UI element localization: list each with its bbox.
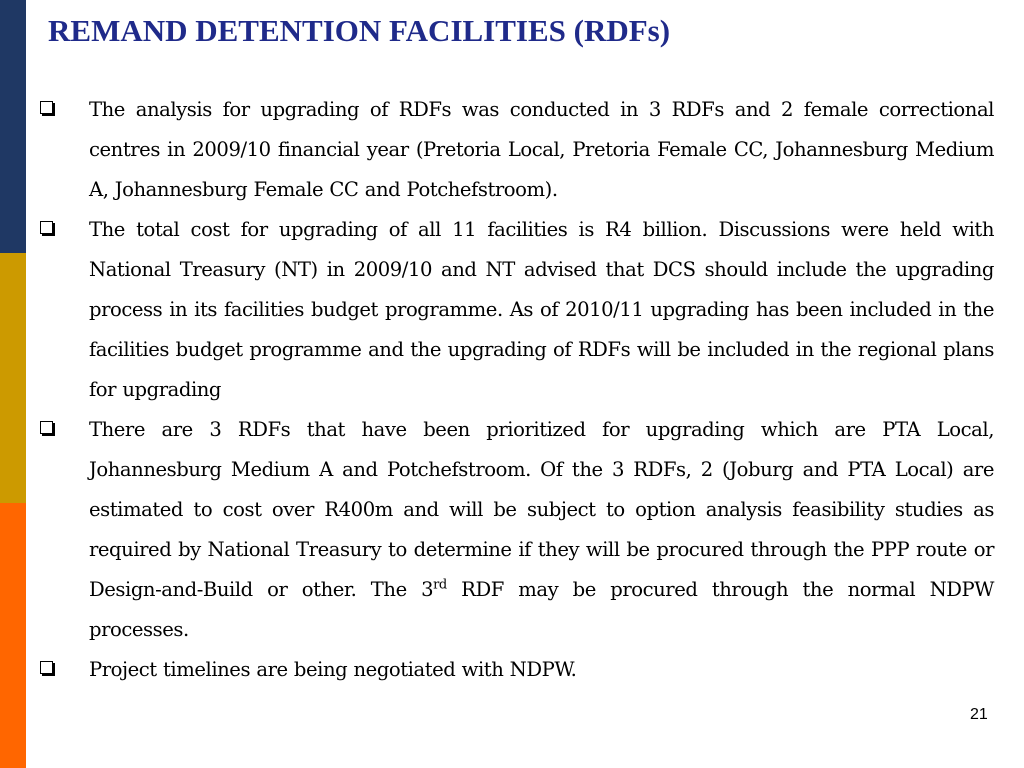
side-band-gold: [0, 253, 26, 503]
checkbox-bullet-icon: [40, 661, 53, 674]
side-band-navy: [0, 0, 26, 253]
bullet-text: The total cost for upgrading of all 11 facilities is R4 billion. Discussions were held with National Treasury (NT) in 2009/10 and NT advised that DCS should include the upgrading process in its facilities budget programme. As of 2010/11 upgrading has been included in the facilities budget programme and the upgrading of RDFs will be included in the regional plans for upgrading: [89, 218, 994, 401]
bullet-item: [40, 410, 994, 650]
checkbox-bullet-icon: [40, 421, 53, 434]
checkbox-bullet-icon: [40, 221, 53, 234]
bullet-item: [40, 650, 994, 690]
page-number: 21: [970, 706, 988, 723]
bullet-list: [40, 90, 994, 690]
bullet-text-part: There are 3 RDFs that have been prioritized for upgrading which are PTA Local, Johannesburg Medium A and Potchefstroom. Of the 3 RDFs, 2 (Joburg and PTA Local) are estimated to cost over R400m and will be subject to option analysis feasibility studies as required by National Treasury to determine if they will be procured through the PPP route or Design-and-Build or other. The 3: [89, 418, 994, 601]
bullet-text: Project timelines are being negotiated with NDPW.: [89, 658, 577, 681]
bullet-text: [89, 410, 994, 650]
bullet-item: [40, 90, 994, 210]
slide-title: REMAND DETENTION FACILITIES (RDFs): [48, 13, 671, 48]
checkbox-bullet-icon: [40, 101, 53, 114]
bullet-item: [40, 210, 994, 410]
bullet-text: The analysis for upgrading of RDFs was conducted in 3 RDFs and 2 female correctional centres in 2009/10 financial year (Pretoria Local, Pretoria Female CC, Johannesburg Medium A, Johannesburg Female CC and Potchefstroom).: [89, 98, 994, 201]
side-band-orange: [0, 503, 26, 768]
ordinal-superscript: rd: [433, 577, 447, 593]
bullet-text-part: RDF may be procured through the normal NDPW processes.: [89, 578, 994, 641]
